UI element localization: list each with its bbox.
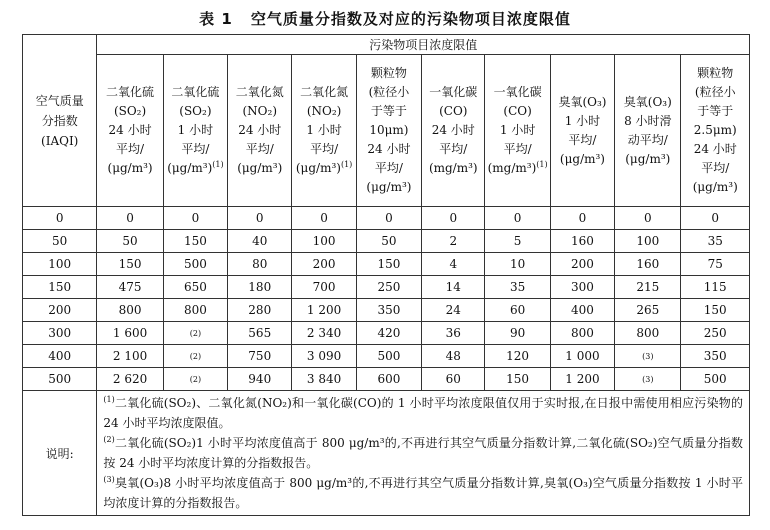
limit-value: 250 — [356, 276, 421, 299]
limit-value: 0 — [356, 207, 421, 230]
column-header-line: 8 小时滑 — [624, 113, 672, 128]
column-header-line: (μg/m³) — [692, 180, 738, 194]
column-header-line: (mg/m³) — [428, 161, 478, 175]
column-header-line: 平均/ — [374, 161, 403, 175]
limit-value: 90 — [485, 322, 550, 345]
table-row — [23, 345, 750, 368]
limit-value: 265 — [615, 299, 681, 322]
notes-label: 说明: — [23, 391, 97, 516]
column-header-line: 于等于 — [370, 104, 407, 118]
column-header-line: 平均/ — [439, 142, 468, 156]
limit-value: 40 — [228, 230, 292, 253]
column-header-line: 颗粒物 — [370, 66, 407, 80]
limit-value: 0 — [485, 207, 550, 230]
note-3 — [103, 473, 743, 513]
limit-value: 280 — [228, 299, 292, 322]
column-header-line: (CO) — [503, 104, 532, 118]
column-header-line: 1 小时 — [499, 123, 536, 137]
column-header-line: 臭氧(O₃) — [558, 94, 607, 109]
limit-value: 2 — [422, 230, 485, 253]
iaqi-header-cell — [23, 35, 97, 207]
column-header — [228, 55, 292, 207]
column-header-unit: (μg/m³) — [167, 161, 213, 175]
limit-value: 0 — [615, 207, 681, 230]
column-header-line: 于等于 — [697, 104, 734, 118]
limit-value: 100 — [292, 230, 356, 253]
column-header — [422, 55, 485, 207]
limit-value: 0 — [422, 207, 485, 230]
column-header-line: (μg/m³) — [625, 151, 671, 166]
column-header-line: 24 小时 — [238, 123, 282, 137]
column-header-line: 平均/ — [245, 142, 274, 156]
table-title — [0, 8, 770, 29]
limit-value: 475 — [97, 276, 163, 299]
column-header-line: (SO₂) — [113, 104, 147, 118]
limit-value: 3 090 — [292, 345, 356, 368]
limit-value: 250 — [681, 322, 750, 345]
limit-value: 5 — [485, 230, 550, 253]
column-header-line: 二氧化氮 — [235, 85, 284, 99]
limit-value: (3) — [615, 368, 681, 391]
limit-value: 0 — [681, 207, 750, 230]
column-header-unit: (mg/m³) — [487, 161, 537, 175]
column-header-line: 一氧化碳 — [493, 85, 542, 99]
column-header — [163, 55, 227, 207]
limit-value: 24 — [422, 299, 485, 322]
column-header-line: 平均/ — [310, 142, 339, 156]
table-row — [23, 276, 750, 299]
limit-value: 150 — [485, 368, 550, 391]
limit-value: 0 — [292, 207, 356, 230]
limit-value: 2 620 — [97, 368, 163, 391]
limit-value: 600 — [356, 368, 421, 391]
limit-value: 400 — [550, 299, 614, 322]
limit-value: 1 600 — [97, 322, 163, 345]
limit-value: 1 000 — [550, 345, 614, 368]
column-header-line: 24 小时 — [693, 142, 737, 156]
column-header-line: (粒径小 — [694, 85, 736, 99]
note-2 — [103, 433, 743, 473]
limit-value: 940 — [228, 368, 292, 391]
limit-value: 420 — [356, 322, 421, 345]
column-header — [615, 55, 681, 207]
limit-value: 0 — [97, 207, 163, 230]
limit-value: 50 — [97, 230, 163, 253]
column-header-line: 二氧化硫 — [106, 85, 155, 99]
column-header-line: (NO₂) — [242, 104, 277, 118]
note-1 — [103, 393, 743, 433]
column-header-line: 颗粒物 — [697, 66, 734, 80]
limit-value: 120 — [485, 345, 550, 368]
limit-value: 35 — [485, 276, 550, 299]
limit-value: 160 — [550, 230, 614, 253]
note-mark: (2) — [103, 435, 115, 444]
table-number: 表 1 — [199, 10, 233, 28]
limit-value: 4 — [422, 253, 485, 276]
column-header — [97, 55, 163, 207]
limit-value: 800 — [163, 299, 227, 322]
limit-value: 200 — [550, 253, 614, 276]
notes-row — [23, 391, 750, 516]
column-header-line: 1 小时 — [564, 113, 601, 128]
limit-value: 48 — [422, 345, 485, 368]
column-header-line: 24 小时 — [108, 123, 152, 137]
limit-value: 3 840 — [292, 368, 356, 391]
column-header-line: (μg/m³) — [366, 180, 412, 194]
column-header-line: (μg/m³) — [107, 161, 153, 175]
limit-value: 500 — [681, 368, 750, 391]
column-header — [681, 55, 750, 207]
limit-value: 700 — [292, 276, 356, 299]
limit-value: 215 — [615, 276, 681, 299]
table-row — [23, 207, 750, 230]
limit-value: 60 — [485, 299, 550, 322]
column-header-line: 二氧化硫 — [171, 85, 220, 99]
iaqi-value: 300 — [23, 322, 97, 345]
column-header-unit: (μg/m³) — [295, 161, 341, 175]
table-row — [23, 230, 750, 253]
limit-value: 0 — [550, 207, 614, 230]
column-header-line — [486, 159, 548, 178]
limit-value: 100 — [615, 230, 681, 253]
note-mark: (1) — [103, 395, 115, 404]
column-header-line: 1 小时 — [177, 123, 214, 137]
column-header — [485, 55, 550, 207]
limit-value: 0 — [228, 207, 292, 230]
column-header-line: (粒径小 — [368, 85, 410, 99]
column-header-line: 一氧化碳 — [429, 85, 478, 99]
column-header-line: 平均/ — [503, 142, 532, 156]
column-header-line: 1 小时 — [306, 123, 342, 137]
column-header — [550, 55, 614, 207]
limit-value: 800 — [615, 322, 681, 345]
limit-value: 500 — [163, 253, 227, 276]
iaqi-value: 400 — [23, 345, 97, 368]
limit-value: (2) — [163, 322, 227, 345]
limit-value: 160 — [615, 253, 681, 276]
table-body — [23, 207, 750, 391]
column-header-line: (SO₂) — [179, 104, 212, 118]
limit-value: 800 — [550, 322, 614, 345]
column-header-line: (CO) — [439, 104, 468, 118]
limit-value: 650 — [163, 276, 227, 299]
notes-cell — [97, 391, 750, 516]
column-header-line: 2.5μm) — [693, 123, 737, 137]
column-header-row — [23, 55, 750, 207]
limit-value: 200 — [292, 253, 356, 276]
limit-value: 36 — [422, 322, 485, 345]
table-row — [23, 322, 750, 345]
note-text: 臭氧(O₃)8 小时平均浓度值高于 800 μg/m³的,不再进行其空气质量分指数计算,臭氧(O₃)空气质量分指数按 1 小时平均浓度计算的分指数报告。 — [103, 476, 743, 510]
table-row — [23, 253, 750, 276]
limit-value: 10 — [485, 253, 550, 276]
limit-value: 300 — [550, 276, 614, 299]
limit-value: 75 — [681, 253, 750, 276]
note-mark: (3) — [103, 475, 115, 484]
column-header — [292, 55, 356, 207]
limit-value: 60 — [422, 368, 485, 391]
column-header-line — [293, 159, 354, 178]
column-header-line: 动平均/ — [627, 132, 668, 147]
limit-value: 2 100 — [97, 345, 163, 368]
iaqi-value: 0 — [23, 207, 97, 230]
iaqi-header-line: (IAQI) — [41, 133, 79, 148]
iaqi-value: 200 — [23, 299, 97, 322]
limit-value: 180 — [228, 276, 292, 299]
column-header-line — [165, 159, 226, 178]
limit-value: 150 — [356, 253, 421, 276]
column-header-line: 二氧化氮 — [300, 85, 349, 99]
note-text: 二氧化硫(SO₂)1 小时平均浓度值高于 800 μg/m³的,不再进行其空气质量分指数计算,二氧化硫(SO₂)空气质量分指数按 24 小时平均浓度计算的分指数报告。 — [103, 436, 743, 470]
column-header-line: 10μm) — [369, 123, 409, 137]
column-header-line: 24 小时 — [431, 123, 475, 137]
column-header-line: 臭氧(O₃) — [623, 94, 672, 109]
iaqi-value: 50 — [23, 230, 97, 253]
table-caption: 空气质量分指数及对应的污染物项目浓度限值 — [250, 10, 571, 28]
column-header-line: (μg/m³) — [237, 161, 283, 175]
limit-value: (2) — [163, 345, 227, 368]
limit-value: 150 — [681, 299, 750, 322]
limit-value: (2) — [163, 368, 227, 391]
iaqi-header-line: 分指数 — [41, 113, 78, 128]
column-header-line: 平均/ — [116, 142, 145, 156]
limit-value: 750 — [228, 345, 292, 368]
column-header — [356, 55, 421, 207]
limit-value: 80 — [228, 253, 292, 276]
column-header-line: 24 小时 — [367, 142, 411, 156]
group-header: 污染物项目浓度限值 — [97, 35, 750, 55]
limit-value: 0 — [163, 207, 227, 230]
iaqi-value: 100 — [23, 253, 97, 276]
pollutant-limits-table — [22, 34, 750, 516]
limit-value: 150 — [97, 253, 163, 276]
iaqi-header-line: 空气质量 — [35, 93, 84, 108]
iaqi-value: 500 — [23, 368, 97, 391]
limit-value: 115 — [681, 276, 750, 299]
table-row — [23, 368, 750, 391]
footnote-mark: (1) — [536, 160, 548, 169]
column-header-line: (NO₂) — [306, 104, 342, 118]
column-header-line: 平均/ — [701, 161, 730, 175]
column-header-line: 平均/ — [568, 132, 597, 147]
limit-value: 1 200 — [550, 368, 614, 391]
limit-value: 14 — [422, 276, 485, 299]
column-header-line: (μg/m³) — [559, 151, 605, 166]
limit-value: 800 — [97, 299, 163, 322]
footnote-mark: (1) — [212, 160, 224, 169]
limit-value: 150 — [163, 230, 227, 253]
table-row — [23, 299, 750, 322]
limit-value: 2 340 — [292, 322, 356, 345]
limit-value: 500 — [356, 345, 421, 368]
limit-value: 565 — [228, 322, 292, 345]
limit-value: 35 — [681, 230, 750, 253]
limit-value: 1 200 — [292, 299, 356, 322]
limit-value: (3) — [615, 345, 681, 368]
column-header-line: 平均/ — [181, 142, 210, 156]
limit-value: 350 — [681, 345, 750, 368]
note-text: 二氧化硫(SO₂)、二氧化氮(NO₂)和一氧化碳(CO)的 1 小时平均浓度限值仅用于实时报,在日报中需使用相应污染物的 24 小时平均浓度限值。 — [103, 396, 743, 430]
limit-value: 350 — [356, 299, 421, 322]
footnote-mark: (1) — [340, 160, 353, 169]
iaqi-value: 150 — [23, 276, 97, 299]
limit-value: 50 — [356, 230, 421, 253]
